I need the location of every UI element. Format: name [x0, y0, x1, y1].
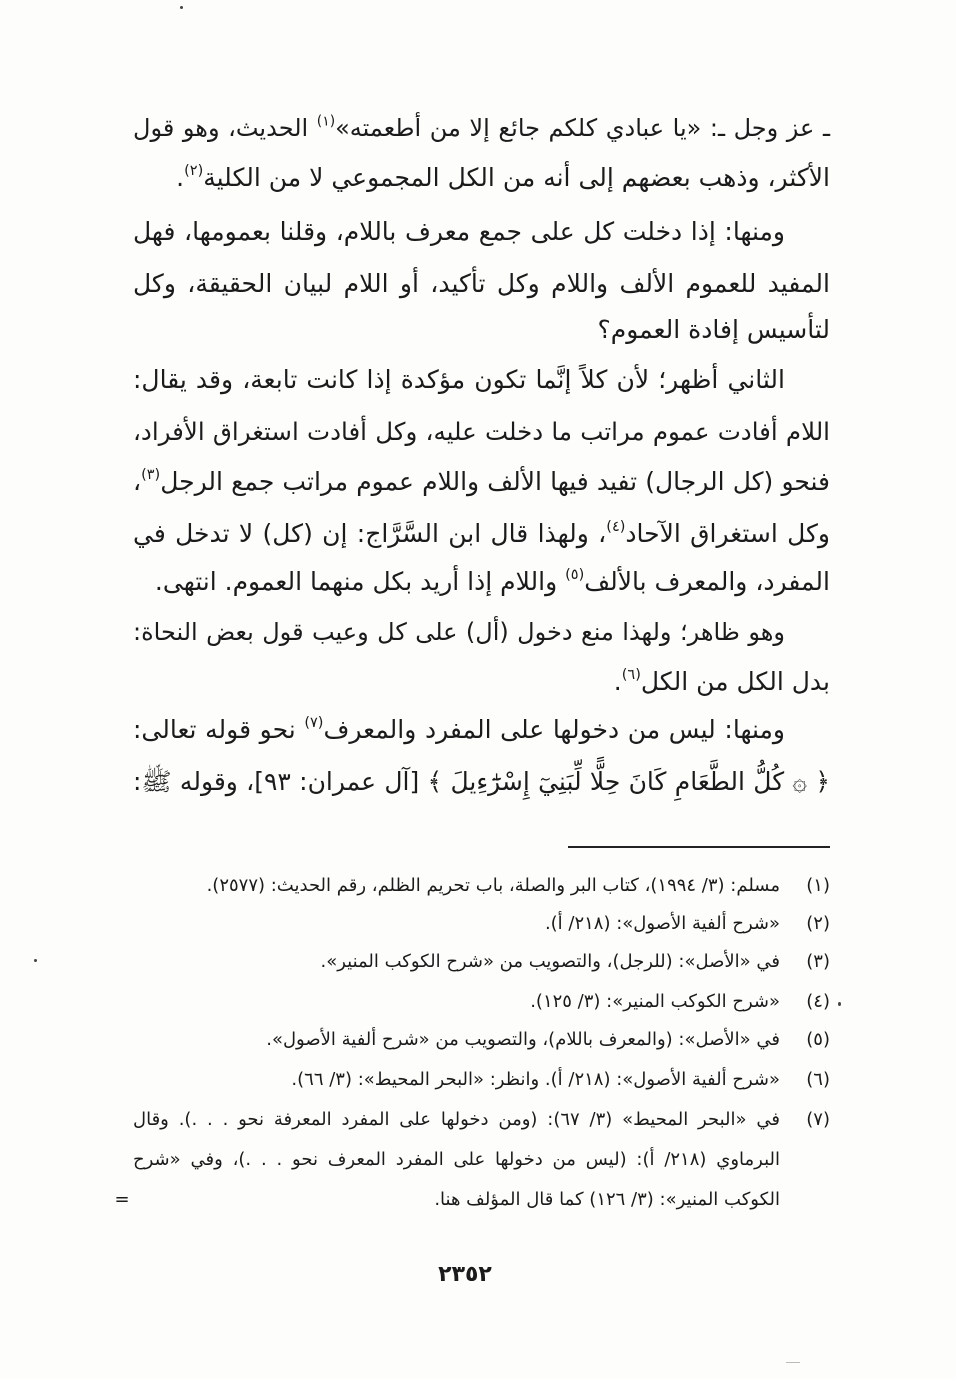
footnote-text: البرماوي (٢١٨/ أ): (ليس من دخولها على المفرد المعرف نحو . . .)، وفي «شرح: [133, 1149, 781, 1170]
footnote-ref: (٣): [141, 467, 161, 484]
body-text: وهو ظاهر؛ ولهذا منع دخول (أل) على كل وعيب قول بعض النحاة:: [133, 618, 785, 646]
footnote-number: (١): [806, 875, 830, 896]
quran-verse-line: [133, 758, 830, 806]
footnote-text: في «الأصل»: (والمعرف باللام)، والتصويب من «شرح ألفية الأصول».: [266, 1029, 780, 1050]
footnote-separator: [568, 846, 830, 848]
body-text: واللام إذا أريد بكل منهما العموم. انتهى.: [154, 567, 566, 596]
body-line: [133, 306, 830, 354]
body-line: [133, 658, 830, 706]
body-line: [133, 356, 785, 404]
body-text: ومنها: ليس من دخولها على المفرد والمعرف: [323, 715, 785, 744]
scan-speck: [180, 6, 183, 9]
body-line: [133, 104, 830, 152]
body-text: ـ عز وجل ـ: «يا عبادي كلكم جائع إلا من أطعمته»: [335, 114, 830, 142]
body-text: ، ولهذا قال ابن السَّرَّاج: إن (كل) لا تدخل في: [133, 519, 607, 548]
page-number: ٢٣٥٢: [438, 1262, 492, 1287]
footnote-ref: (٦): [621, 667, 641, 684]
scan-speck: [838, 1002, 841, 1006]
body-line: [133, 458, 830, 506]
body-text: الأكثر، وذهب بعضهم إلى أنه من الكل المجموعي لا من الكلية: [203, 163, 830, 192]
body-line: [133, 154, 830, 202]
footnote-number: (٧): [806, 1109, 830, 1130]
body-line: [133, 260, 830, 308]
body-text: بدل الكل من الكل: [640, 667, 830, 696]
footnote-text: في «الأصل»: (للرجل)، والتصويب من «شرح الكوكب المنير».: [320, 951, 780, 972]
body-line: [133, 510, 830, 558]
body-text: ومنها: إذا دخلت كل على جمع معرف باللام، وقلنا بعمومها، فهل: [133, 217, 785, 246]
scan-speck: [786, 1362, 800, 1363]
body-text: المفرد، والمعرف بالألف: [584, 567, 830, 596]
footnote-ref: (١): [316, 113, 336, 130]
body-line: [133, 208, 785, 256]
footnote-number: (٦): [806, 1069, 830, 1090]
body-text: المفيد للعموم الألف واللام وكل تأكيد، أو اللام لبيان الحقيقة، وكل: [133, 269, 830, 298]
footnote-ref: (٥): [565, 567, 585, 584]
body-text: ،: [133, 467, 142, 496]
body-text: لتأسيس إفادة العموم؟: [597, 315, 830, 344]
footnote-text: «شرح الكوكب المنير»: (٣/ ١٢٥).: [530, 991, 780, 1012]
footnote-ref: (٤): [606, 519, 626, 536]
body-text: فنحو (كل الرجال) تفيد فيها الألف واللام عموم مراتب جمع الرجل: [160, 467, 830, 496]
body-text: .: [613, 667, 622, 696]
body-line: [133, 558, 830, 606]
body-text: ﴿ ۞ كُلُّ الطَّعَامِ كَانَ حِلًّا لِّبَنِيٓ إِسْرَٰٓءِيلَ ﴾ [آل عمران: ٩٣]، وقوله ﷺ:: [133, 767, 830, 796]
footnote-text: «شرح ألفية الأصول»: (٢١٨/ أ). وانظر: «البحر المحيط»: (٣/ ٦٦).: [291, 1069, 780, 1090]
body-text: الثاني أظهر؛ لأن كلاً إنَّما تكون مؤكدة إذا كانت تابعة، وقد يقال:: [133, 365, 785, 394]
footnote-ref: (٢): [184, 163, 204, 180]
footnote-number: (٣): [806, 951, 830, 972]
body-text: نحو قوله تعالى:: [133, 715, 305, 744]
footnote-number: (٥): [806, 1029, 830, 1050]
body-line: [133, 408, 830, 456]
body-text: الحديث، وهو قول: [133, 114, 317, 142]
body-text: وكل استغراق الآحاد: [625, 519, 831, 548]
footnote-text: «شرح ألفية الأصول»: (٢١٨/ أ).: [544, 913, 780, 934]
footnote-number: (٢): [806, 913, 830, 934]
footnote-ref: (٧): [304, 715, 324, 732]
footnote-text: مسلم: (٣/ ١٩٩٤)، كتاب البر والصلة، باب تحريم الظلم، رقم الحديث: (٢٥٧٧).: [206, 875, 780, 896]
continuation-mark: =: [114, 1189, 130, 1210]
body-line: [133, 608, 785, 656]
body-text: اللام أفادت عموم مراتب ما دخلت عليه، وكل أفادت استغراق الأفراد،: [133, 417, 830, 446]
footnote-number: (٤): [806, 991, 830, 1012]
body-line: [133, 706, 785, 754]
footnote-text: في «البحر المحيط» (٣/ ٦٧): (ومن دخولها على المفرد المعرفة نحو . . .). وقال: [133, 1109, 780, 1130]
footnote-text: الكوكب المنير»: (٣/ ١٢٦) كما قال المؤلف هنا.: [434, 1189, 780, 1210]
scan-speck: [34, 959, 37, 962]
body-text: .: [176, 163, 185, 192]
